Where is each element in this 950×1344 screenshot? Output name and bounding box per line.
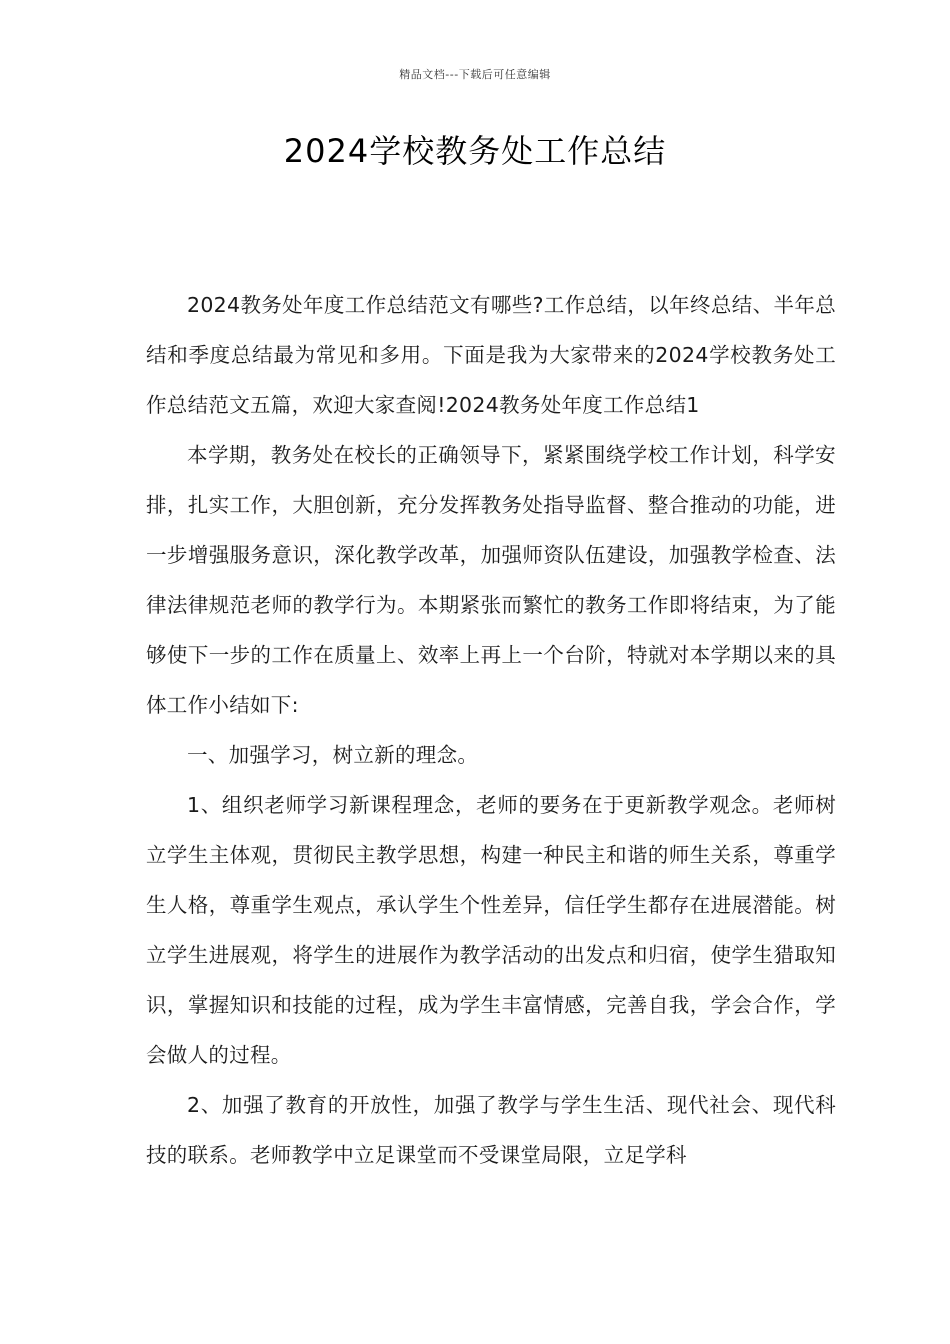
header-note: 精品文档---下载后可任意编辑 bbox=[399, 68, 551, 81]
paragraph-item-1: 1、组织老师学习新课程理念，老师的要务在于更新教学观念。老师树立学生主体观，贯彻民主教学思想，构建一种民主和谐的师生关系，尊重学生人格，尊重学生观点，承认学生个性差异，信任学生都存在进展潜能。树立学生进展观，将学生的进展作为教学活动的出发点和归宿，使学生猎取知识，掌握知识和技能的过程，成为学生丰富情感，完善自我，学会合作，学会做人的过程。 bbox=[146, 793, 836, 1067]
paragraph-intro: 2024教务处年度工作总结范文有哪些?工作总结，以年终总结、半年总结和季度总结最为常见和多用。下面是我为大家带来的2024学校教务处工作总结范文五篇，欢迎大家查阅!2024教务处年度工作总结1 bbox=[146, 293, 836, 417]
document-title: 2024学校教务处工作总结 bbox=[283, 132, 667, 170]
paragraph-item-2: 2、加强了教育的开放性，加强了教学与学生生活、现代社会、现代科技的联系。老师教学中立足课堂而不受课堂局限，立足学科 bbox=[146, 1093, 836, 1167]
document-body bbox=[146, 280, 836, 1180]
section-heading-1: 一、加强学习，树立新的理念。 bbox=[187, 743, 479, 767]
paragraph-semester-summary: 本学期，教务处在校长的正确领导下，紧紧围绕学校工作计划，科学安排，扎实工作，大胆创新，充分发挥教务处指导监督、整合推动的功能，进一步增强服务意识，深化教学改革，加强师资队伍建设，加强教学检查、法律法律规范老师的教学行为。本期紧张而繁忙的教务工作即将结束，为了能够使下一步的工作在质量上、效率上再上一个台阶，特就对本学期以来的具体工作小结如下: bbox=[146, 443, 836, 717]
